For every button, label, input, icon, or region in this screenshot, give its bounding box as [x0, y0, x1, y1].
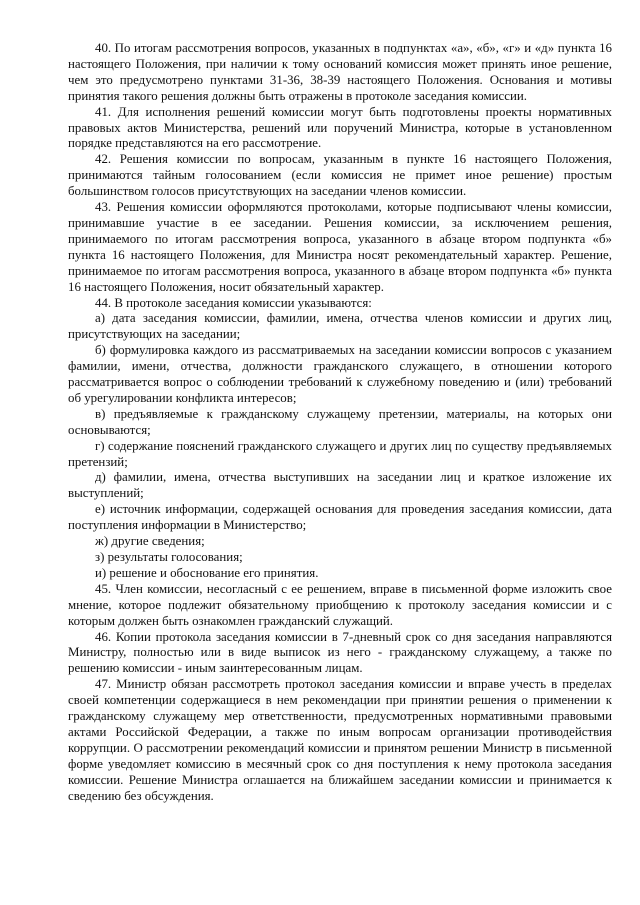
list-item-z: з) результаты голосования; — [95, 550, 243, 564]
paragraph-44: 44. В протоколе заседания комиссии указываются: — [95, 295, 372, 310]
list-item-v: в) предъявляемые к гражданскому служащему претензии, материалы, на которых они основываются; — [68, 406, 612, 437]
paragraph-47: 47. Министр обязан рассмотреть протокол заседания комиссии и вправе учесть в пределах своей компетенции содержащиеся в нем рекомендации при принятии решения о применении к гражданскому служащему мер ответственности, предусмотренных нормативными правовыми актами Российской Федерации, а также по иным вопросам организации противодействия коррупции. О рассмотрении рекомендаций комиссии и принятом решении Министр в письменной форме уведомляет комиссию в месячный срок со дня поступления к нему протокола заседания комиссии. Решение Министра оглашается на ближайшем заседании комиссии и принимается к сведению без обсуждения. — [68, 677, 612, 803]
list-item-zh: ж) другие сведения; — [95, 534, 205, 549]
list-item-g: г) содержание пояснений гражданского служащего и других лиц по существу предъявляемых претензий; — [68, 438, 612, 469]
paragraph-42: 42. Решения комиссии по вопросам, указанным в пункте 16 настоящего Положения, принимаются тайным голосованием (если комиссия не примет иное решение) простым большинством голосов присутствующих на заседании членов комиссии. — [68, 152, 612, 199]
paragraph-40: 40. По итогам рассмотрения вопросов, указанных в подпунктах «а», «б», «г» и «д» пункта 16 настоящего Положения, при наличии к тому оснований комиссия может принять иное решение, чем это предусмотрено пунктами 31-36, 38-39 настоящего Положения. Основания и мотивы принятия такого решения должны быть отражены в протоколе заседания комиссии. — [68, 41, 612, 103]
paragraph-41: 41. Для исполнения решений комиссии могут быть подготовлены проекты нормативных правовых актов Министерства, решений или поручений Министра, которые в установленном порядке представляются на его рассмотрение. — [68, 104, 612, 151]
list-item-d: д) фамилии, имена, отчества выступивших на заседании лиц и краткое изложение их выступлений; — [68, 470, 612, 501]
list-item-e: е) источник информации, содержащей основания для проведения заседания комиссии, дата поступления информации в Министерство; — [68, 502, 612, 533]
paragraph-46: 46. Копии протокола заседания комиссии в 7-дневный срок со дня заседания направляются Министру, полностью или в виде выписок из него - гражданскому служащему, а также по решению комиссии - иным заинтересованным лицам. — [68, 629, 612, 676]
list-item-a: а) дата заседания комиссии, фамилии, имена, отчества членов комиссии и других лиц, присутствующих на заседании; — [68, 311, 612, 342]
document-page — [68, 41, 612, 805]
list-item-b: б) формулировка каждого из рассматриваемых на заседании комиссии вопросов с указанием фамилии, имени, отчества, должности гражданского служащего, в отношении которого рассматривается вопрос о соблюдении требований к служебному поведению и (или) требований об урегулировании конфликта интересов; — [68, 343, 612, 405]
paragraph-43: 43. Решения комиссии оформляются протоколами, которые подписывают члены комиссии, принимавшие участие в ее заседании. Решения комиссии, за исключением решения, принимаемого по итогам рассмотрения вопроса, указанного в абзаце втором подпункта «б» пункта 16 настоящего Положения, для Министра носят рекомендательный характер. Решение, принимаемое по итогам рассмотрения вопроса, указанного в абзаце втором подпункта «б» пункта 16 настоящего Положения, носит обязательный характер. — [68, 200, 612, 294]
list-item-i: и) решение и обоснование его принятия. — [95, 565, 319, 580]
paragraph-45: 45. Член комиссии, несогласный с ее решением, вправе в письменной форме изложить свое мнение, которое подлежит обязательному приобщению к протоколу заседания комиссии и с которым должен быть ознакомлен гражданский служащий. — [68, 581, 612, 628]
